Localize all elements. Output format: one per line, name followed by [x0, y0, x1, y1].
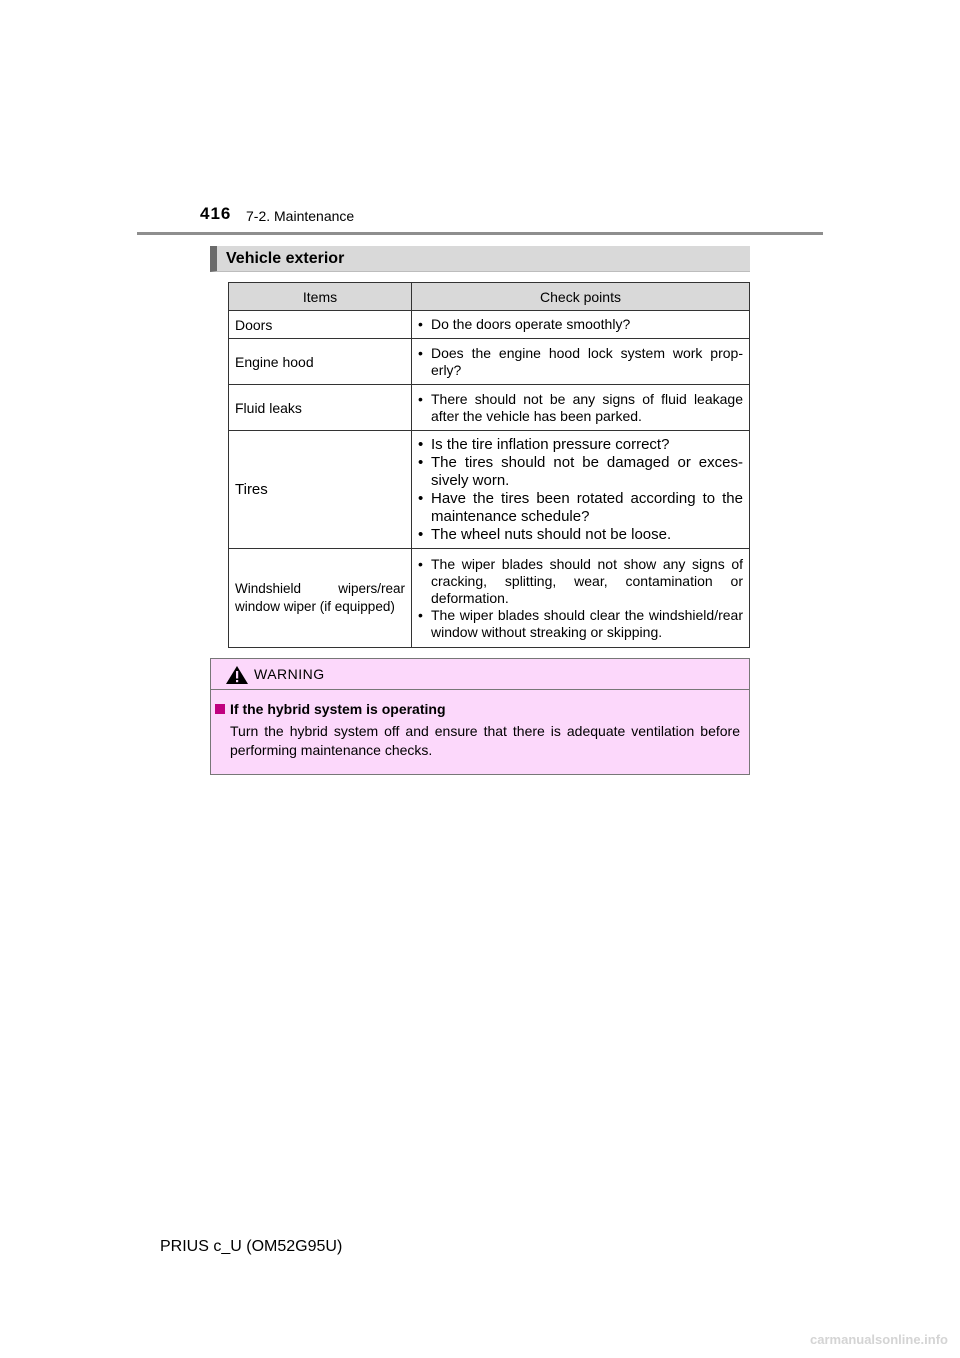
- column-header-check-points: Check points: [412, 283, 750, 311]
- section-label: 7-2. Maintenance: [246, 208, 355, 224]
- warning-heading-text: If the hybrid system is operating: [230, 701, 446, 717]
- watermark: carmanualsonline.info: [810, 1332, 948, 1347]
- warning-body: Turn the hybrid system off and ensure that there is adequate ventilation before performing maintenance checks.: [230, 723, 740, 758]
- table-row: [229, 431, 750, 549]
- square-bullet-icon: [215, 704, 225, 714]
- check-point: • Do the doors operate smoothly?: [418, 316, 743, 333]
- table-header-row: [229, 283, 750, 311]
- check-points-cell: [412, 339, 750, 385]
- check-point: • There should not be any signs of fluid leakage after the vehicle has been parked.: [418, 391, 743, 425]
- header-rule: [137, 232, 823, 235]
- item-cell: Engine hood: [229, 339, 412, 385]
- check-point: • The wiper blades should clear the windshield/rear window without streaking or skipping.: [418, 607, 743, 641]
- item-cell: Windshield wipers/rear window wiper (if equipped): [229, 549, 412, 648]
- table-row: [229, 311, 750, 339]
- check-point: • Is the tire inflation pressure correct?: [418, 436, 743, 454]
- item-cell: Tires: [229, 431, 412, 549]
- table-row: [229, 385, 750, 431]
- column-header-items: Items: [229, 283, 412, 311]
- check-points-cell: [412, 431, 750, 549]
- warning-triangle-icon: [225, 665, 249, 685]
- check-points-cell: [412, 311, 750, 339]
- warning-box: [210, 658, 750, 775]
- table-row: [229, 339, 750, 385]
- check-point: • The tires should not be damaged or exces-sively worn.: [418, 454, 743, 490]
- model-footer: PRIUS c_U (OM52G95U): [160, 1238, 343, 1255]
- page-number: 416: [200, 204, 232, 223]
- warning-title: WARNING: [254, 666, 325, 682]
- table-row: [229, 549, 750, 648]
- warning-heading: [215, 701, 446, 717]
- check-point: • Does the engine hood lock system work prop-erly?: [418, 345, 743, 379]
- check-table: [228, 282, 750, 648]
- check-points-cell: [412, 549, 750, 648]
- check-point: • The wheel nuts should not be loose.: [418, 526, 743, 544]
- section-title-bar: [210, 246, 750, 272]
- item-cell: Doors: [229, 311, 412, 339]
- check-point: • The wiper blades should not show any signs of cracking, splitting, wear, contamination or deformation.: [418, 556, 743, 607]
- check-point: • Have the tires been rotated according to the maintenance schedule?: [418, 490, 743, 526]
- section-title: Vehicle exterior: [226, 250, 345, 267]
- item-cell: Fluid leaks: [229, 385, 412, 431]
- warning-header: [211, 659, 749, 690]
- check-points-cell: [412, 385, 750, 431]
